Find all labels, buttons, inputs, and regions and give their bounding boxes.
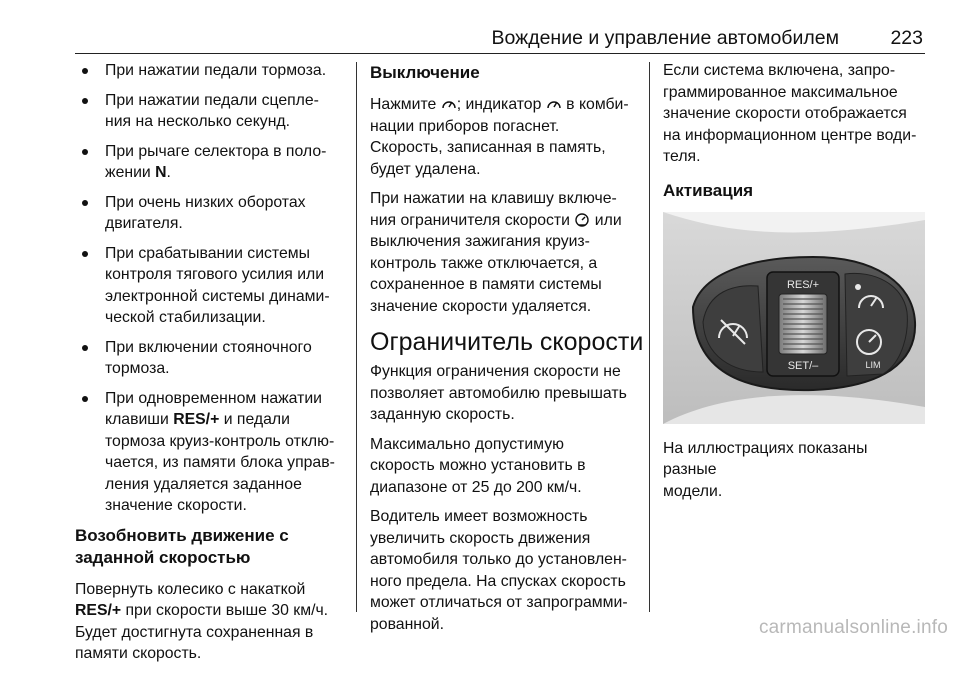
column-divider [649, 62, 650, 612]
info-paragraph: Если система включена, запро- граммированное максимальное значение скорости отображается на информационном центре води- теля. [663, 62, 917, 165]
resume-paragraph: Повернуть колесико с накаткой RES/+ при скорости выше 30 км/ч. Будет достигнута сохраненная в памяти скорость. [75, 580, 329, 662]
speed-limiter-icon [574, 212, 590, 227]
header-title: Вождение и управление автомобилем [491, 27, 839, 49]
heading-resume: Возобновить движение с заданной скоростью [75, 525, 289, 567]
page-number: 223 [890, 27, 923, 49]
figure-caption: На иллюстрациях показаны разные модели. [663, 439, 868, 500]
list-item: При одновременном нажатии клавиши RES/+ и педали тормоза круиз-контроль отклю- чается, из памяти блока управ- ления удаляется заданное значение скорости. [75, 388, 355, 517]
list-item: При очень низких оборотах двигателя. [75, 192, 355, 235]
res-key-label: RES/+ [173, 411, 220, 428]
cruise-control-icon [546, 97, 562, 111]
list-item: При рычаге селектора в поло- жении N. [75, 141, 355, 184]
column-3 [663, 60, 925, 510]
list-item: При включении стояночного тормоза. [75, 337, 355, 380]
column-2 [370, 60, 646, 643]
off-paragraph-2: При нажатии на клавишу включе- ния ограничителя скорости или выключения зажигания круиз- контроль также отключается, а сохраненное в памяти системы значение скорости удаляется. [370, 190, 622, 315]
heading-speed-limiter: Ограничитель скорости [370, 328, 644, 356]
list-item: При срабатывании системы контроля тягового усилия или электронной системы динами- ческой стабилизации. [75, 243, 355, 329]
watermark: carmanualsonline.info [758, 617, 948, 638]
bullet-icon [82, 251, 88, 257]
bullet-icon [82, 345, 88, 351]
selector-position: N [155, 164, 167, 181]
bullet-icon [82, 68, 88, 74]
page-header [75, 22, 925, 54]
list-item: При нажатии педали тормоза. [75, 60, 355, 82]
bullet-icon [82, 98, 88, 104]
bullet-icon [82, 149, 88, 155]
off-paragraph-1: Нажмите ; индикатор в комби- нации приборов погаснет. Скорость, записанная в память, будет удалена. [370, 96, 629, 178]
steering-wheel-illustration [663, 212, 925, 424]
lim-label: LIM [865, 359, 881, 370]
res-label: RES/+ [786, 278, 820, 291]
heading-activation: Активация [663, 180, 754, 200]
bullet-icon [82, 200, 88, 206]
list-item: При нажатии педали сцепле- ния на несколько секунд. [75, 90, 355, 133]
bullet-icon [82, 396, 88, 402]
set-label: SET/– [787, 359, 819, 372]
steering-wheel-controls-figure [663, 212, 925, 424]
column-1 [75, 60, 355, 673]
limiter-paragraph-2: Максимально допустимую скорость можно установить в диапазоне от 25 до 200 км/ч. [370, 435, 586, 496]
res-key-label: RES/+ [75, 602, 122, 619]
column-divider [356, 62, 357, 612]
cruise-control-icon [441, 97, 457, 111]
heading-off: Выключение [370, 63, 480, 82]
limiter-paragraph-1: Функция ограничения скорости не позволяет автомобилю превышать заданную скорость. [370, 363, 627, 423]
limiter-paragraph-3: Водитель имеет возможность увеличить скорость движения автомобиля только до установлен- ного предела. На спусках скорость может отличаться от запрограмми- рованной. [370, 508, 628, 633]
